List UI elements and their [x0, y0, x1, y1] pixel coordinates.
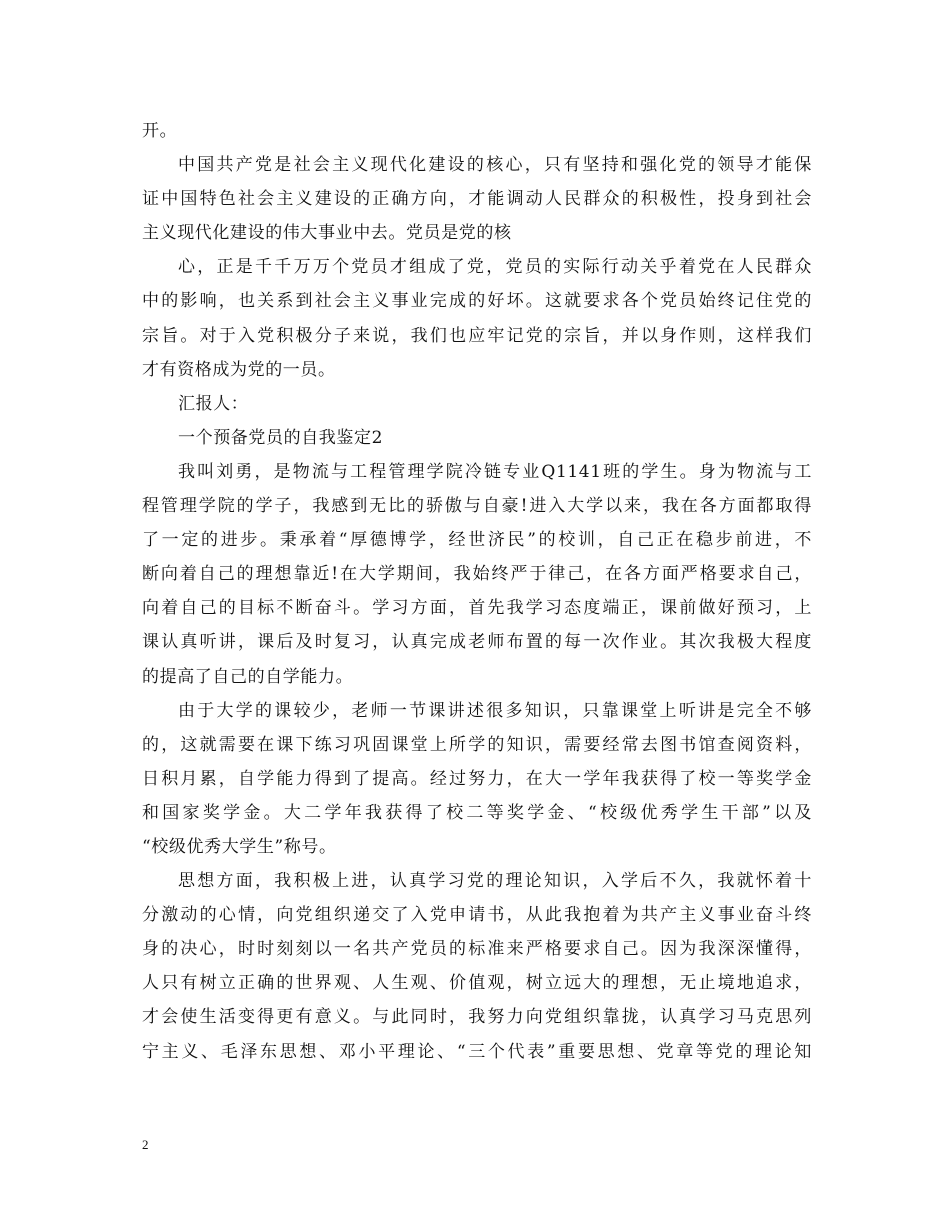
text-line: 思想方面，我积极上进，认真学习党的理论知识，入学后不久，我就怀着十: [178, 871, 812, 892]
text-line: 身的决心，时时刻刻以一名共产党员的标准来严格要求自己。因为我深深懂得，: [142, 939, 812, 960]
text-line: 主义现代化建设的伟大事业中去。党员是党的核: [142, 223, 512, 244]
text-line: 心，正是千千万万个党员才组成了党，党员的实际行动关乎着党在人民群众: [178, 257, 812, 278]
text-line: 日积月累，自学能力得到了提高。经过努力，在大一学年我获得了校一等奖学金: [142, 768, 812, 789]
text-line: 断向着自己的理想靠近!在大学期间，我始终严于律己，在各方面严格要求自己，: [142, 564, 812, 585]
text-line: 汇报人：: [178, 393, 249, 414]
text-line: 一个预备党员的自我鉴定2: [178, 427, 384, 448]
text-line: 的，这就需要在课下练习巩固课堂上所学的知识，需要经常去图书馆查阅资料，: [142, 734, 812, 755]
text-line: 课认真听讲，课后及时复习，认真完成老师布置的每一次作业。其次我极大程度: [142, 632, 812, 653]
text-line: 人只有树立正确的世界观、人生观、价值观，树立远大的理想，无止境地追求，: [142, 973, 812, 994]
text-line: 程管理学院的学子，我感到无比的骄傲与自豪!进入大学以来，我在各方面都取得: [142, 496, 812, 517]
document-body: [142, 114, 812, 1069]
text-line: 向着自己的目标不断奋斗。学习方面，首先我学习态度端正，课前做好预习，上: [142, 598, 812, 619]
text-line: 宗旨。对于入党积极分子来说，我们也应牢记党的宗旨，并以身作则，这样我们: [142, 325, 812, 346]
text-line: “校级优秀大学生”称号。: [142, 836, 337, 857]
text-line: 了一定的进步。秉承着“厚德博学，经世济民”的校训，自己正在稳步前进，不: [142, 530, 812, 551]
text-line: 中的影响，也关系到社会主义事业完成的好坏。这就要求各个党员始终记住党的: [142, 291, 812, 312]
text-line: 和国家奖学金。大二学年我获得了校二等奖学金、“校级优秀学生干部”以及: [142, 802, 812, 823]
text-line: 宁主义、毛泽东思想、邓小平理论、“三个代表”重要思想、党章等党的理论知: [142, 1041, 812, 1062]
text-line: 证中国特色社会主义建设的正确方向，才能调动人民群众的积极性，投身到社会: [142, 189, 812, 210]
text-line: 中国共产党是社会主义现代化建设的核心，只有坚持和强化党的领导才能保: [178, 155, 812, 176]
page-number: 2: [142, 1137, 149, 1152]
text-line: 我叫刘勇，是物流与工程管理学院冷链专业Q1141班的学生。身为物流与工: [178, 461, 812, 482]
text-line: 由于大学的课较少，老师一节课讲述很多知识，只靠课堂上听讲是完全不够: [178, 700, 812, 721]
text-line: 才有资格成为党的一员。: [142, 359, 336, 380]
text-line: 才会使生活变得更有意义。与此同时，我努力向党组织靠拢，认真学习马克思列: [142, 1007, 812, 1028]
text-line: 开。: [142, 121, 178, 141]
text-line: 的提高了自己的自学能力。: [142, 666, 354, 687]
text-line: 分激动的心情，向党组织递交了入党申请书，从此我抱着为共产主义事业奋斗终: [142, 905, 812, 926]
